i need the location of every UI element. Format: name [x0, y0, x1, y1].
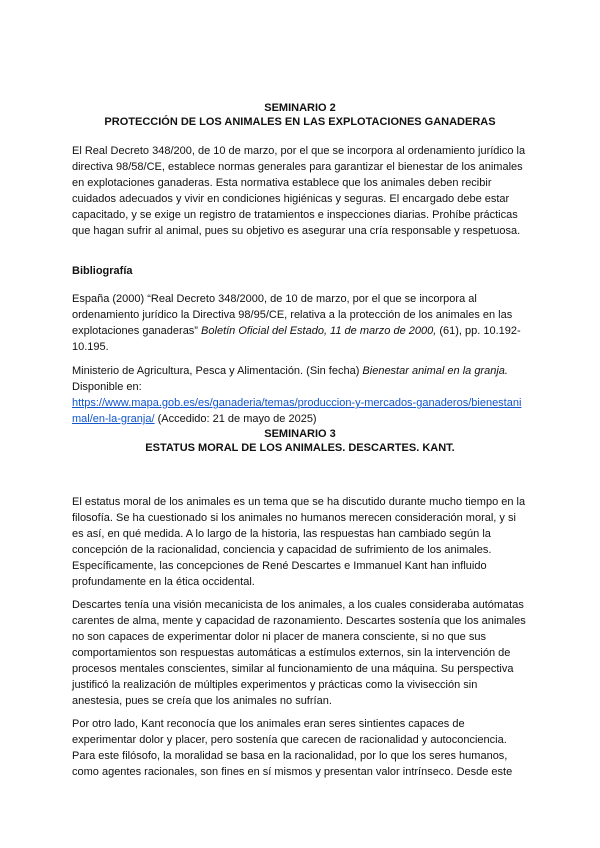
ref-2-italic: Bienestar animal en la granja.: [362, 365, 508, 377]
seminar-3-header: [72, 427, 528, 455]
seminar-2-number: SEMINARIO 2: [264, 102, 336, 114]
seminar-2-paragraph: El Real Decreto 348/200, de 10 de marzo, por el que se incorpora al ordenamiento jurídico la directiva 98/58/CE, establece normas generales para garantizar el bienestar de los animales en explotaciones ganaderas. Esta normativa establece que los animales deben recibir cuidados adecuados y vivir en condiciones higiénicas y seguras. El encargado debe estar capacitado, y se exige un registro de tratamientos e inspecciones diarias. Prohíbe prácticas que hagan sufrir al animal, pues su objetivo es asegurar una cría responsable y respetuosa.: [72, 145, 526, 237]
ref-1-tail: (61), pp. 10.192-10.195.: [72, 325, 521, 353]
ref-1-text: España (2000) “Real Decreto 348/2000, de 10 de marzo, por el que se incorpora al ordenamiento jurídico la Directiva 98/95/CE, relativa a la protección de los animales en las explotaciones ganaderas”: [72, 293, 513, 337]
ref-1-italic: Boletín Oficial del Estado, 11 de marzo de 2000,: [201, 325, 437, 337]
ref-2-text: Ministerio de Agricultura, Pesca y Alimentación. (Sin fecha): [72, 365, 360, 377]
ref-2-available: Disponible en:: [72, 381, 142, 393]
seminar-2-title: PROTECCIÓN DE LOS ANIMALES EN LAS EXPLOTACIONES GANADERAS: [104, 116, 496, 128]
bibliography-heading: Bibliografía: [72, 265, 133, 277]
ref-2-accessed: (Accedido: 21 de mayo de 2025): [157, 413, 317, 425]
seminar-2-header: [72, 101, 528, 129]
bibliography-ref-1: [72, 291, 528, 355]
seminar-3-paragraph-3: Por otro lado, Kant reconocía que los animales eran seres sintientes capaces de experimentar dolor y placer, pero sostenía que carecen de racionalidad y autoconciencia. Para este filósofo, la moralidad se basa en la racionalidad, por lo que los seres humanos, como agentes racionales, son fines en sí mismos y presentan valor intrínseco. Desde este: [72, 718, 513, 778]
ref-2-url-link[interactable]: https://www.mapa.gob.es/es/ganaderia/temas/produccion-y-mercados-ganaderos/bienestanimal/en-la-granja/: [72, 397, 522, 425]
seminar-3-number: SEMINARIO 3: [264, 428, 336, 440]
seminar-3-title: ESTATUS MORAL DE LOS ANIMALES. DESCARTES. KANT.: [145, 442, 455, 454]
seminar-3-paragraph-1: El estatus moral de los animales es un tema que se ha discutido durante mucho tiempo en la filosofía. Se ha cuestionado si los animales no humanos merecen consideración moral, y si es así, en qué medida. A lo largo de la historia, las respuestas han cambiado según la concepción de la racionalidad, conciencia y capacidad de sufrimiento de los animales. Específicamente, las concepciones de René Descartes e Immanuel Kant han influido profundamente en la ética occidental.: [72, 496, 526, 588]
seminar-3-paragraph-2: Descartes tenía una visión mecanicista de los animales, a los cuales consideraba autómatas carentes de alma, mente y capacidad de razonamiento. Descartes sostenía que los animales no son capaces de experimentar dolor ni placer de manera consciente, si no que sus comportamientos son respuestas automáticas a estímulos externos, sin la intervención de procesos mentales conscientes, similar al funcionamiento de una máquina. Su perspectiva justificó la realización de múltiples experimentos y prácticas como la vivisección sin anestesia, pues se creía que los animales no sufrían.: [72, 599, 526, 707]
bibliography-ref-2: [72, 363, 528, 427]
